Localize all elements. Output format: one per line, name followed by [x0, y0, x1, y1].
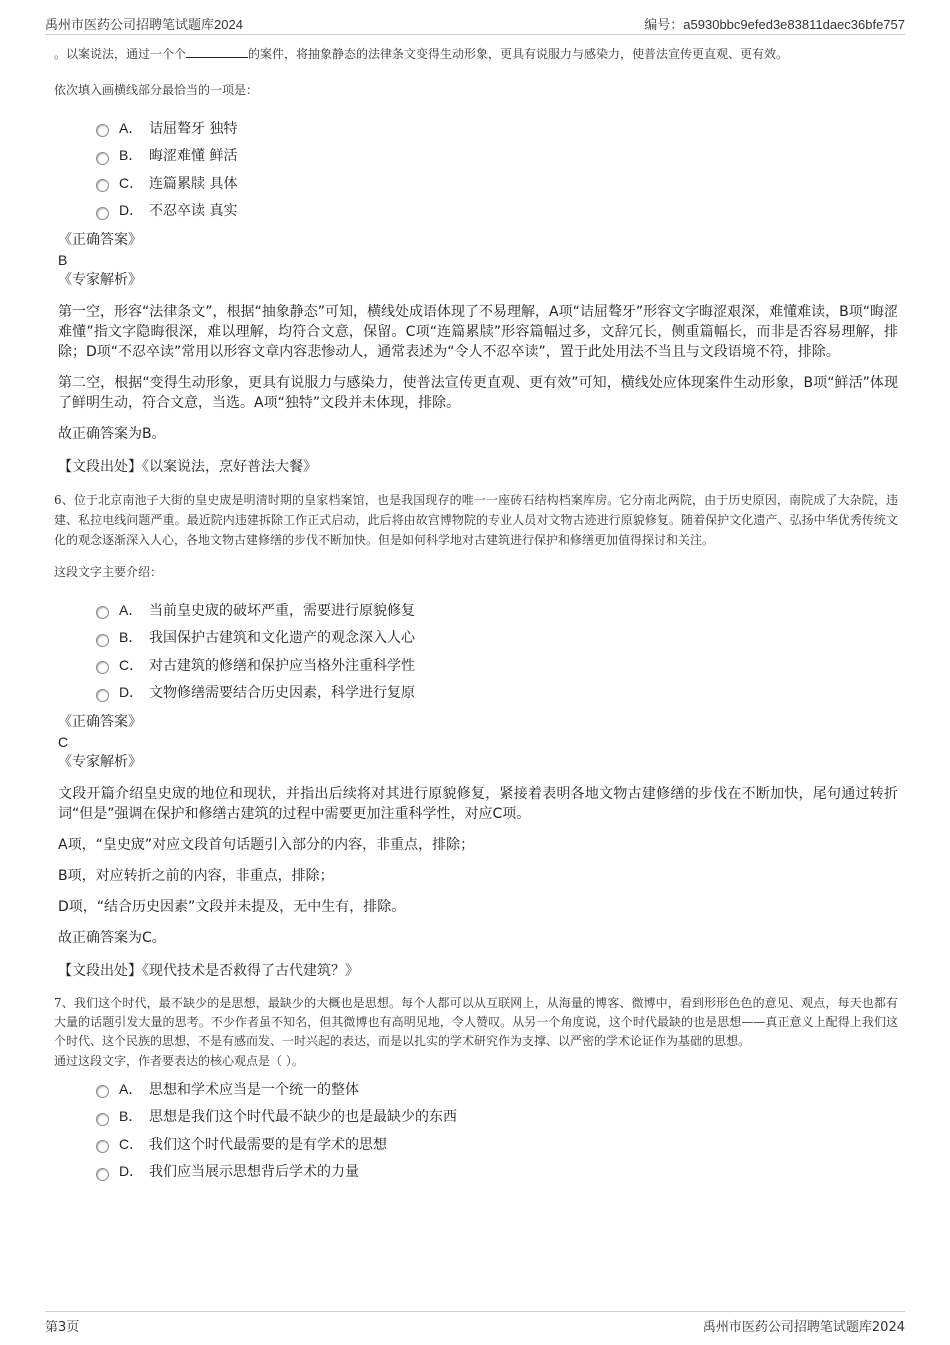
- option-list: [96, 1075, 898, 1185]
- source-citation: 【文段出处】《现代技术是否救得了古代建筑？》: [58, 963, 359, 979]
- option-b[interactable]: B． 我国保护古建筑和文化遗产的观念深入人心: [96, 624, 898, 652]
- answer-value: B: [58, 252, 68, 268]
- option-c[interactable]: C． 我们这个时代最需要的是有学术的思想: [96, 1130, 898, 1158]
- option-d[interactable]: D． 我们应当展示思想背后学术的力量: [96, 1158, 898, 1186]
- answer-value: C: [58, 734, 69, 750]
- page-number: 第3页: [45, 1320, 80, 1335]
- question-5: [54, 44, 898, 476]
- source-citation: 【文段出处】《以案说法，烹好普法大餐》: [58, 459, 317, 475]
- radio-button[interactable]: [96, 634, 109, 647]
- page-footer: [45, 1311, 905, 1334]
- fill-blank: [186, 45, 248, 58]
- radio-button[interactable]: [96, 207, 109, 220]
- analysis-paragraph: B项，对应转折之前的内容，非重点，排除；: [58, 868, 334, 884]
- option-a[interactable]: A． 诘屈聱牙 独特: [96, 114, 898, 142]
- option-b[interactable]: B． 思想是我们这个时代最不缺少的也是最缺少的东西: [96, 1103, 898, 1131]
- answer-label: 《正确答案》: [58, 232, 142, 248]
- analysis-body: [58, 784, 898, 948]
- radio-button[interactable]: [96, 606, 109, 619]
- analysis-paragraph: 文段开篇介绍皇史宬的地位和现状，并指出后续将对其进行原貌修复，紧接着表明各地文物古建修缮的步伐在不断加快，尾句通过转折词“但是”强调在保护和修缮古建筑的过程中需要更加注重科学性，对应C项。: [58, 786, 898, 822]
- radio-button[interactable]: [96, 124, 109, 137]
- analysis-label: 《专家解析》: [58, 754, 142, 770]
- radio-button[interactable]: [96, 1168, 109, 1181]
- analysis-paragraph: 故正确答案为C。: [58, 930, 166, 946]
- answer-section: [58, 712, 898, 772]
- radio-button[interactable]: [96, 179, 109, 192]
- question-text: 。以案说法，通过一个个 的案件，将抽象静态的法律条文变得生动形象，更具有说服力与感染力，使普法宣传更直观、更有效。: [54, 47, 789, 61]
- analysis-paragraph: 第二空，根据“变得生动形象，更具有说服力与感染力，使普法宣传更直观、更有效”可知，横线处应体现案件生动形象，B项“鲜活”体现了鲜明生动，符合文意，当选。A项“独特”文段并未体现，排除。: [58, 375, 898, 411]
- question-prompt: 依次填入画横线部分最恰当的一项是：: [54, 83, 259, 97]
- analysis-paragraph: 第一空，形容“法律条文”，根据“抽象静态”可知，横线处成语体现了不易理解，A项“诘屈聱牙”形容文字晦涩艰深，难懂难读，B项“晦涩难懂”指文字隐晦很深，难以理解，均符合文意，保留。C项“连篇累牍”形容篇幅过多，文辞冗长，侧重篇幅长，而非是否容易理解，排除；D项“不忍卒读”常用以形容文章内容悲惨动人，通常表述为“令人不忍卒读”，置于此处用法不当且与文段语境不符，排除。: [58, 304, 898, 360]
- question-7: [54, 994, 898, 1185]
- radio-button[interactable]: [96, 1085, 109, 1098]
- page-content: [54, 44, 898, 1185]
- radio-button[interactable]: [96, 1140, 109, 1153]
- question-prompt: 这段文字主要介绍：: [54, 565, 163, 579]
- footer-title: 禹州市医药公司招聘笔试题库2024: [702, 1320, 905, 1335]
- header-document-id: 编号：a5930bbc9efed3e83811daec36bfe757: [644, 17, 905, 32]
- answer-section: [58, 230, 898, 290]
- analysis-label: 《专家解析》: [58, 272, 142, 288]
- header-title: 禹州市医药公司招聘笔试题库2024: [45, 17, 243, 32]
- option-c[interactable]: C． 对古建筑的修缮和保护应当格外注重科学性: [96, 651, 898, 679]
- option-list: [96, 596, 898, 706]
- option-a[interactable]: A． 当前皇史宬的破坏严重，需要进行原貌修复: [96, 596, 898, 624]
- answer-label: 《正确答案》: [58, 714, 142, 730]
- option-a[interactable]: A． 思想和学术应当是一个统一的整体: [96, 1075, 898, 1103]
- analysis-paragraph: D项，“结合历史因素”文段并未提及，无中生有，排除。: [58, 899, 406, 915]
- option-b[interactable]: B． 晦涩难懂 鲜活: [96, 142, 898, 170]
- analysis-body: [58, 302, 898, 444]
- radio-button[interactable]: [96, 1113, 109, 1126]
- page-header: [45, 12, 905, 35]
- radio-button[interactable]: [96, 661, 109, 674]
- option-list: [96, 114, 898, 224]
- option-c[interactable]: C． 连篇累牍 具体: [96, 169, 898, 197]
- question-text: 7、我们这个时代，最不缺少的是思想，最缺少的大概也是思想。每个人都可以从互联网上，从海量的博客、微博中，看到形形色色的意见、观点，每天也都有大量的话题引发大量的思考。不少作者虽不知名，但其微博也有高明见地，令人赞叹。从另一个角度说，这个时代最缺的也是思想——真正意义上配得上我们这个时代、这个民族的思想，不是有感而发、一时兴起的表达，而是以扎实的学术研究作为支撑、以严密的学术论证作为基础的思想。: [54, 996, 898, 1048]
- question-6: [54, 490, 898, 980]
- radio-button[interactable]: [96, 689, 109, 702]
- radio-button[interactable]: [96, 152, 109, 165]
- analysis-paragraph: A项，“皇史宬”对应文段首句话题引入部分的内容，非重点，排除；: [58, 837, 475, 853]
- question-text: 6、位于北京南池子大街的皇史宬是明清时期的皇家档案馆，也是我国现存的唯一一座砖石结构档案库房。它分南北两院，由于历史原因，南院成了大杂院，违建、私拉电线问题严重。最近院内违建拆除工作正式启动，此后将由故宫博物院的专业人员对文物古迹进行原貌修复。随着保护文化遗产、弘扬中华优秀传统文化的观念逐渐深入人心，各地文物古建修缮的步伐不断加快。但是如何科学地对古建筑进行保护和修缮更加值得探讨和关注。: [54, 493, 898, 547]
- option-d[interactable]: D． 文物修缮需要结合历史因素，科学进行复原: [96, 679, 898, 707]
- analysis-paragraph: 故正确答案为B。: [58, 426, 166, 442]
- option-d[interactable]: D． 不忍卒读 真实: [96, 197, 898, 225]
- question-prompt: 通过这段文字，作者要表达的核心观点是（ ）。: [54, 1054, 304, 1068]
